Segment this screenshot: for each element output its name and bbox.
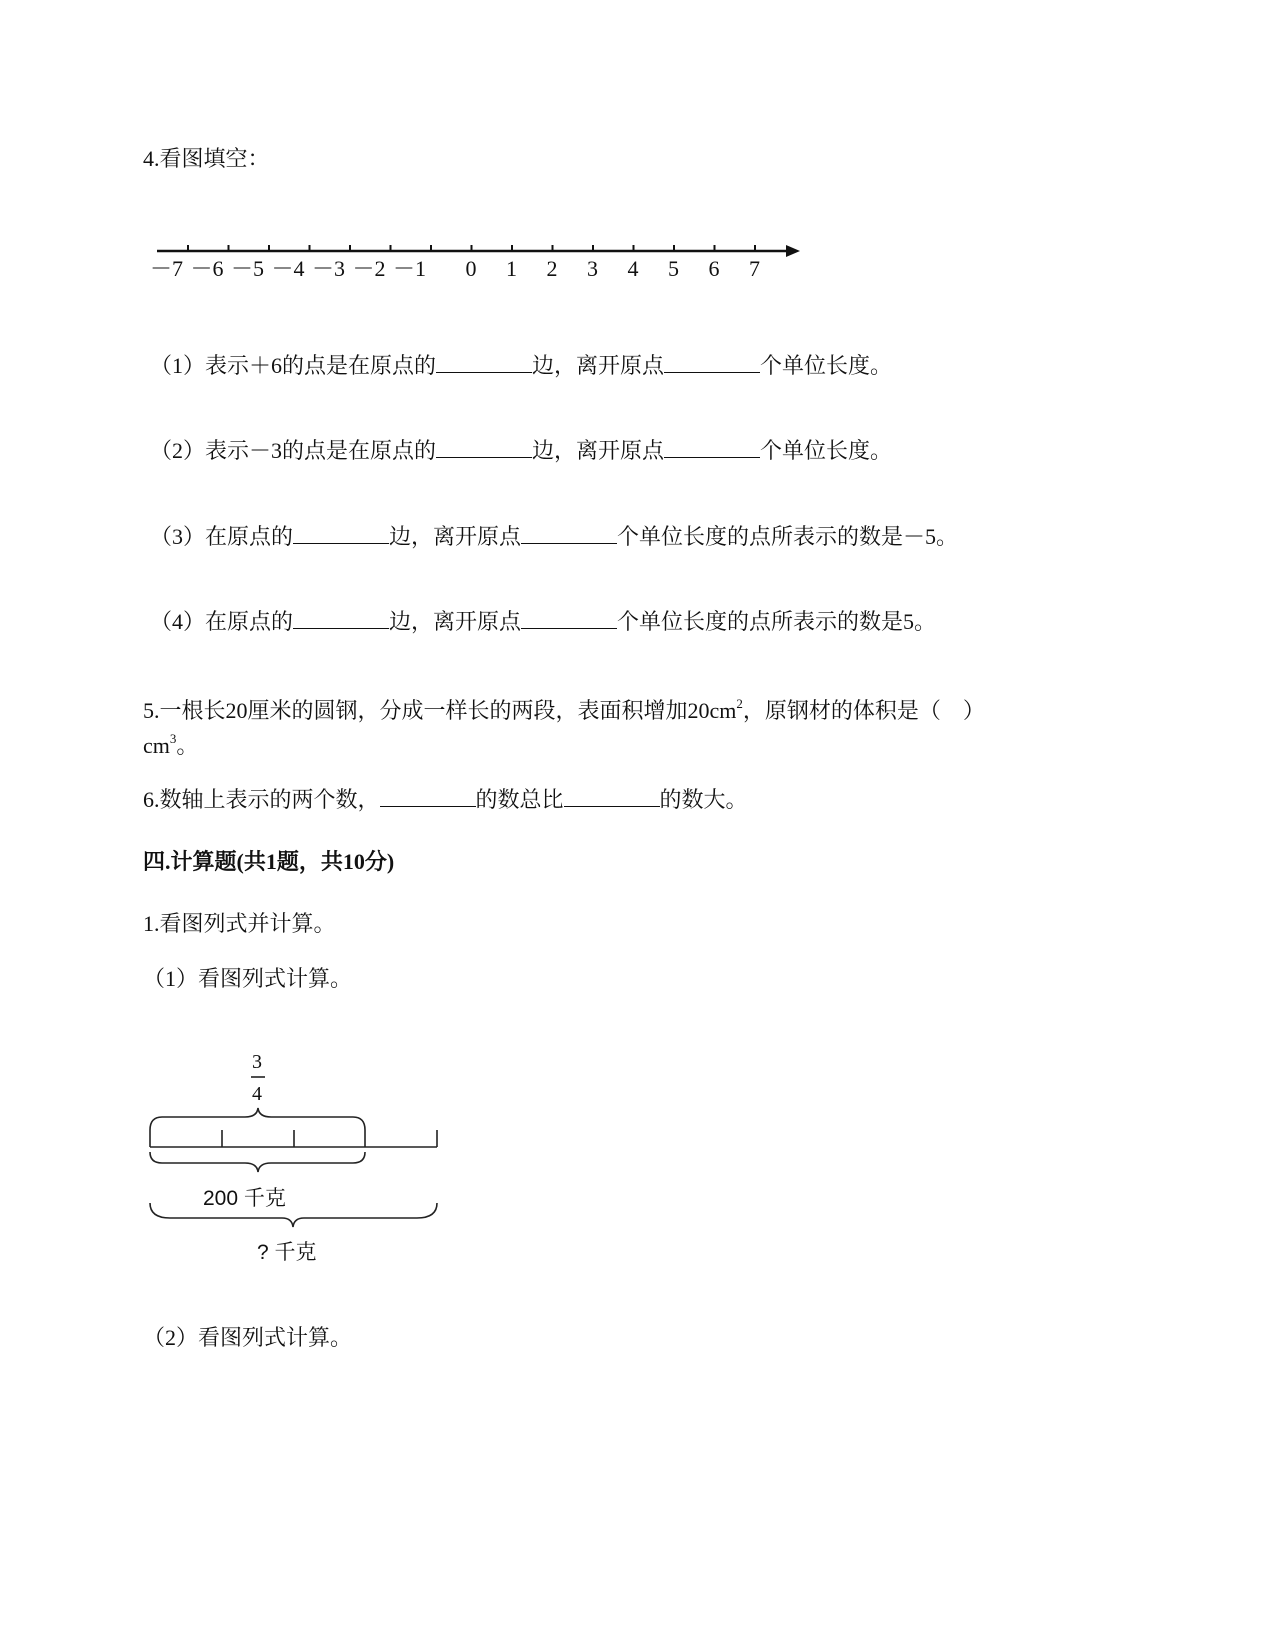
- tick-label: －1: [393, 256, 427, 281]
- calc-sub-2: （2）看图列式计算。: [143, 1325, 353, 1350]
- tick-label: 3: [587, 256, 598, 281]
- answer-blank[interactable]: [436, 354, 532, 373]
- tick-label: 0: [465, 256, 477, 281]
- tick-label: －2: [352, 256, 386, 281]
- tick-label: 5: [668, 256, 679, 281]
- answer-blank[interactable]: [293, 610, 389, 629]
- answer-blank[interactable]: [436, 439, 532, 458]
- tick-label: －3: [312, 256, 346, 281]
- tick-label: －4: [271, 256, 305, 281]
- calc-sub-1: （1）看图列式计算。: [143, 966, 353, 991]
- question-4-title: 4.看图填空：: [143, 146, 270, 171]
- label-unknown-kg: ? 千克: [257, 1241, 317, 1264]
- answer-blank[interactable]: [664, 354, 760, 373]
- question-5: 5.一根长20厘米的圆钢，分成一样长的两段，表面积增加$20cm^2$，原钢材的体积是（ ）: [143, 696, 985, 723]
- tick-label: 4: [627, 256, 639, 281]
- tick-label: －6: [190, 256, 224, 281]
- fill-blank-item: （3）在原点的 边，离开原点 个单位长度的点所表示的数是－5。: [150, 524, 959, 549]
- fill-blank-item: （4）在原点的 边，离开原点 个单位长度的点所表示的数是5。: [150, 609, 937, 634]
- fraction-numerator: 3: [252, 1051, 262, 1073]
- tick-label: 6: [708, 256, 720, 281]
- bottom-brace-200: [150, 1152, 365, 1172]
- section-heading: 四.计算题(共1题，共10分): [143, 849, 395, 874]
- fill-blank-item: （1）表示＋6的点是在原点的 边，离开原点 个单位长度。: [150, 353, 893, 378]
- answer-blank[interactable]: [664, 439, 760, 458]
- tick-label: －7: [150, 256, 184, 281]
- tick-label: 2: [546, 256, 558, 281]
- tick-label: 1: [506, 256, 517, 281]
- calc-question-1: 1.看图列式并计算。: [143, 911, 336, 936]
- answer-blank[interactable]: [380, 788, 476, 807]
- tick-label: －5: [231, 256, 265, 281]
- top-brace: [150, 1108, 365, 1130]
- fill-blank-item: （2）表示－3的点是在原点的 边，离开原点 个单位长度。: [150, 438, 893, 463]
- fraction-denominator: 4: [252, 1083, 262, 1105]
- answer-blank[interactable]: [564, 788, 660, 807]
- answer-blank[interactable]: [521, 525, 617, 544]
- answer-blank[interactable]: [293, 525, 389, 544]
- bar-diagram: [150, 1077, 437, 1227]
- answer-blank[interactable]: [521, 610, 617, 629]
- tick-label: 7: [749, 256, 760, 281]
- label-200kg: 200 千克: [203, 1187, 286, 1210]
- question-5-cont: $cm^3$。: [143, 731, 199, 758]
- bottom-brace-total: [150, 1203, 437, 1227]
- arrow-icon: [786, 245, 800, 257]
- question-6: 6.数轴上表示的两个数， 的数总比 的数大。: [143, 787, 748, 812]
